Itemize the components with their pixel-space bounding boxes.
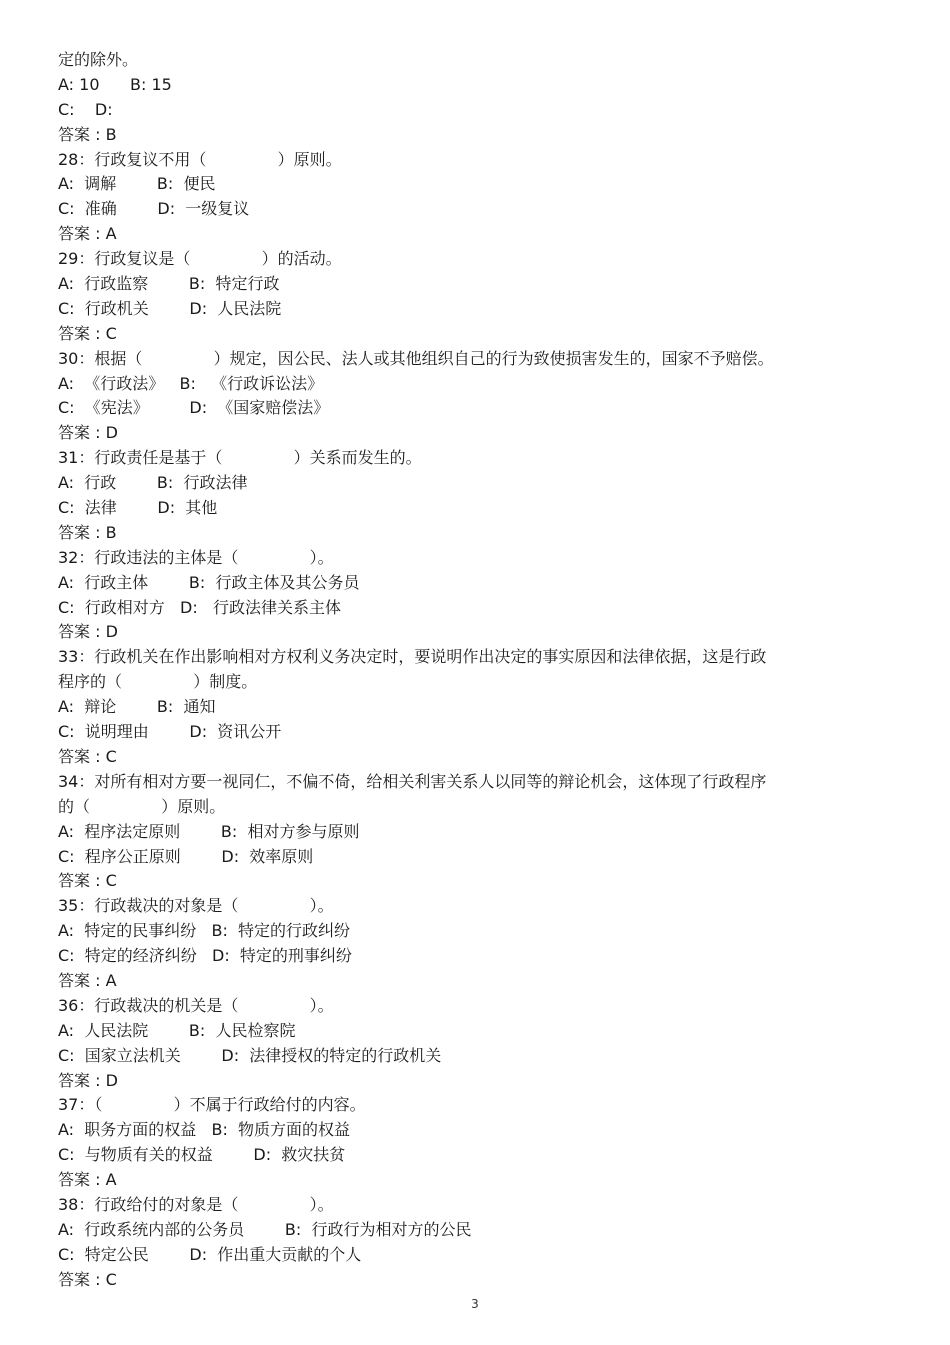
text-line: A: 职务方面的权益 B: 物质方面的权益	[58, 1120, 351, 1140]
text-line: 答案 : B	[58, 522, 117, 542]
text-line: 程序的（ ）制度。	[58, 672, 258, 692]
text-line: A: 人民法院 B: 人民检察院	[58, 1020, 296, 1040]
text-line: A: 辩论 B: 通知	[58, 697, 216, 717]
text-line: C: D:	[58, 99, 113, 119]
text-line: 36：行政裁决的机关是（ ）。	[58, 995, 334, 1015]
text-line: C: 程序公正原则 D: 效率原则	[58, 846, 314, 866]
page-number: 3	[471, 1297, 479, 1311]
text-line: 答案 : D	[58, 622, 118, 642]
text-line: 答案 : C	[58, 746, 117, 766]
text-line: 30：根据（ ）规定，因公民、法人或其他组织自己的行为致使损害发生的，国家不予赔偿。	[58, 348, 774, 368]
text-line: C: 与物质有关的权益 D: 救灾扶贫	[58, 1145, 346, 1165]
text-line: C: 特定的经济纠纷 D: 特定的刑事纠纷	[58, 946, 352, 966]
text-line: 34：对所有相对方要一视同仁，不偏不倚，给相关利害关系人以同等的辩论机会，这体现了行政程序	[58, 771, 767, 791]
text-line: 28：行政复议不用（ ）原则。	[58, 149, 342, 169]
text-line: A: 程序法定原则 B: 相对方参与原则	[58, 821, 360, 841]
document-body	[58, 48, 858, 1293]
text-line: C: 《宪法》 D: 《国家赔偿法》	[58, 398, 330, 418]
text-line: C: 特定公民 D: 作出重大贡献的个人	[58, 1244, 362, 1264]
text-line: 答案 : C	[58, 1269, 117, 1289]
text-line: C: 国家立法机关 D: 法律授权的特定的行政机关	[58, 1045, 442, 1065]
text-line: 31：行政责任是基于（ ）关系而发生的。	[58, 448, 422, 468]
text-line: A: 行政监察 B: 特定行政	[58, 274, 280, 294]
text-line: A: 《行政法》 B: 《行政诉讼法》	[58, 373, 324, 393]
text-line: 的（ ）原则。	[58, 796, 226, 816]
text-line: C: 准确 D: 一级复议	[58, 199, 250, 219]
text-line: A: 行政系统内部的公务员 B: 行政行为相对方的公民	[58, 1219, 472, 1239]
text-line: A: 行政主体 B: 行政主体及其公务员	[58, 572, 360, 592]
text-line: 定的除外。	[58, 50, 139, 69]
text-line: 答案 : C	[58, 871, 117, 891]
text-line: C: 法律 D: 其他	[58, 498, 218, 518]
text-line: A: 特定的民事纠纷 B: 特定的行政纠纷	[58, 921, 351, 941]
text-line: 38：行政给付的对象是（ ）。	[58, 1194, 334, 1214]
text-line: A: 10 B: 15	[58, 74, 172, 94]
text-line: 答案 : A	[58, 970, 117, 990]
text-line: 32：行政违法的主体是（ ）。	[58, 547, 334, 567]
text-line: 答案 : A	[58, 1170, 117, 1190]
text-line: 33：行政机关在作出影响相对方权利义务决定时，要说明作出决定的事实原因和法律依据，这是行政	[58, 647, 767, 667]
text-line: 答案 : D	[58, 1070, 118, 1090]
text-line: 37：（ ）不属于行政给付的内容。	[58, 1095, 366, 1115]
text-line: 29：行政复议是（ ）的活动。	[58, 249, 342, 269]
text-line: 35：行政裁决的对象是（ ）。	[58, 896, 334, 916]
text-line: A: 行政 B: 行政法律	[58, 473, 248, 493]
text-line: 答案 : B	[58, 124, 117, 144]
text-line: A: 调解 B: 便民	[58, 174, 216, 194]
text-line: 答案 : D	[58, 423, 118, 443]
text-line: C: 说明理由 D: 资讯公开	[58, 722, 282, 742]
text-line: C: 行政相对方 D: 行政法律关系主体	[58, 597, 341, 617]
text-line: 答案 : C	[58, 323, 117, 343]
text-line: 答案 : A	[58, 224, 117, 244]
text-line: C: 行政机关 D: 人民法院	[58, 298, 282, 318]
